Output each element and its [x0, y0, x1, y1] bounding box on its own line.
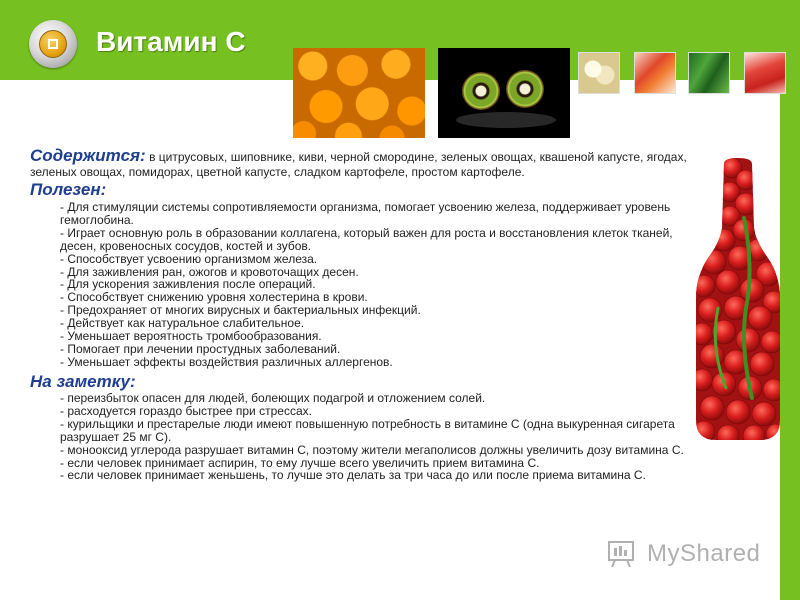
- logo-square-icon: [48, 39, 58, 49]
- myshared-watermark: [607, 538, 767, 572]
- list-item: - Уменьшает эффекты воздействия различных аллергенов.: [60, 354, 393, 369]
- list-item: - Предохраняет от многих вирусных и бактериальных инфекций.: [60, 303, 421, 318]
- myshared-logo-icon: [607, 540, 637, 568]
- notes-list: [60, 392, 710, 482]
- oranges-photo: [293, 48, 425, 138]
- list-item: - переизбыток опасен для людей, болеющих подагрой и отложением солей.: [60, 391, 486, 405]
- contains-paragraph: [30, 147, 730, 179]
- list-item: - если человек принимает аспирин, то ему лучше всего увеличить прием витамина С.: [60, 455, 540, 470]
- tomato-thumbnail: [744, 52, 786, 94]
- useful-list: [60, 201, 710, 369]
- list-item: - если человек принимает женьшень, то лучше это делать за три часа до или после приема витамина С.: [60, 468, 646, 483]
- onions-thumbnail: [578, 52, 620, 94]
- list-item: - расходуется гораздо быстрее при стрессах.: [60, 403, 312, 418]
- list-item: - Уменьшает вероятность тромбообразования.: [60, 329, 322, 344]
- right-accent-strip: [780, 80, 800, 600]
- notes-heading: На заметку:: [30, 372, 136, 391]
- citrus-slice-thumbnail: [634, 52, 676, 94]
- green-pepper-thumbnail: [688, 52, 730, 94]
- kiwi-reflection: [456, 112, 556, 128]
- list-item: - Способствует снижению уровня холестерина в крови.: [60, 290, 368, 305]
- useful-heading: Полезен:: [30, 180, 107, 199]
- list-item: - Для ускорения заживления после операций.: [60, 277, 316, 292]
- list-item: - Способствует усвоению организмом железа.: [60, 251, 318, 266]
- list-item: - Для стимуляции системы сопротивляемости организма, помогает усвоению железа, поддерживает уровень гемоглобина.: [60, 200, 671, 227]
- list-item: - монооксид углерода разрушает витамин С, поэтому жители мегаполисов должны увеличить дозу витамина С.: [60, 442, 684, 457]
- list-item: - Играет основную роль в образовании коллагена, который важен для роста и восстановления клеток тканей, десен, кровеносных сосудов, костей и зубов.: [60, 225, 673, 253]
- logo-inner-circle: [39, 30, 67, 58]
- list-item: - Помогает при лечении простудных заболеваний.: [60, 341, 341, 356]
- slide-title: Витамин С: [96, 26, 246, 57]
- kiwi-half-right: [506, 70, 544, 108]
- list-item: - курильщики и престарелые люди имеют повышенную потребность в витамине С (одна выкуренная сигарета разрушает 25 мг С).: [60, 416, 675, 444]
- slide-logo-icon: [29, 20, 77, 68]
- tomato-bottle-illustration: [696, 158, 780, 440]
- contains-heading: Содержится:: [30, 146, 146, 165]
- kiwi-photo: [438, 48, 570, 138]
- kiwi-half-left: [462, 72, 500, 110]
- watermark-text: MyShared: [647, 540, 761, 567]
- list-item: - Для заживления ран, ожогов и кровоточащих десен.: [60, 264, 359, 279]
- list-item: - Действует как натуральное слабительное.: [60, 316, 305, 331]
- contains-text: в цитрусовых, шиповнике, киви, черной смородине, зеленых овощах, квашеной капусте, ягодах, зеленых овощах, помидорах, цветной капусте, сладком картофеле, простом картофеле.: [30, 150, 687, 179]
